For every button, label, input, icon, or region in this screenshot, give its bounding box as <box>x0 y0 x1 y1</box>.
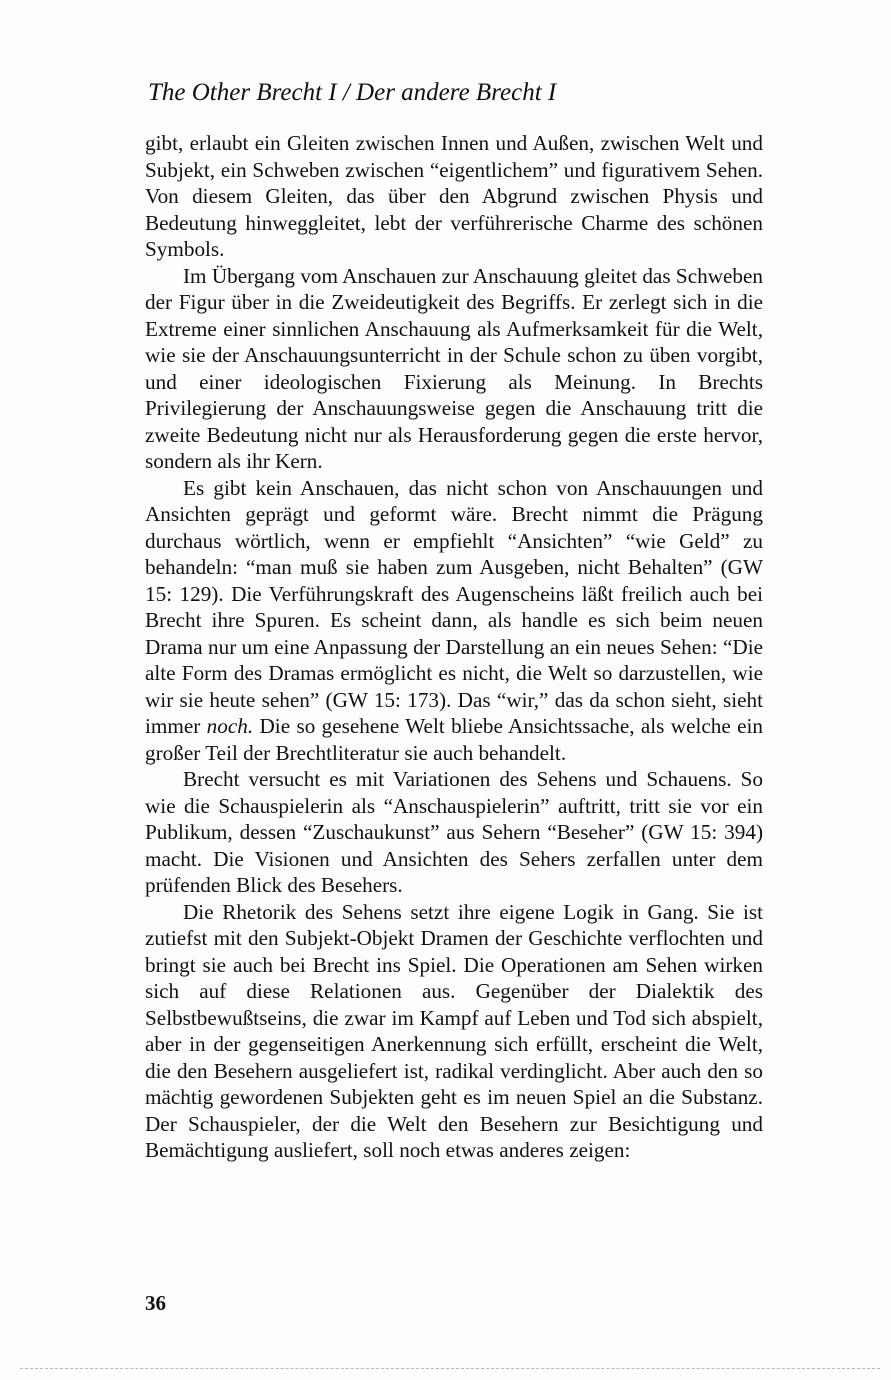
paragraph-3 <box>145 475 763 767</box>
paragraph-3-text-after: Die so gesehene Welt bliebe Ansichtssache, als welche ein großer Teil der Brechtliteratur sie auch behandelt. <box>145 714 764 765</box>
scan-edge-divider <box>20 1368 880 1369</box>
body-text <box>145 130 763 1164</box>
paragraph-3-text-before: Es gibt kein Anschauen, das nicht schon von Anschauungen und Ansichten geprägt und geformt wäre. Brecht nimmt die Prägung durchaus wörtlich, wenn er empfiehlt “Ansichten” “wie Geld” zu behandeln: “man muß sie haben zum Ausgeben, nicht Behalten” (GW 15: 129). Die Verführungskraft des Augenscheins läßt freilich auch bei Brecht ihre Spuren. Es scheint dann, als handle es sich beim neuen Drama nur um eine Anpassung der Darstellung an ein neues Sehen: “Die alte Form des Dramas ermöglicht es nicht, die Welt so darzustellen, wie wir sie heute sehen” (GW 15: 173). Das “wir,” das da schon sieht, sieht immer <box>145 475 763 738</box>
paragraph-1: gibt, erlaubt ein Gleiten zwischen Innen und Außen, zwischen Welt und Subjekt, ein Schweben zwischen “eigentlichem” und figurativem Sehen. Von diesem Gleiten, das über den Abgrund zwischen Physis und Bedeutung hinweggleitet, lebt der verführerische Charme des schönen Symbols. <box>145 131 763 261</box>
page-number: 36 <box>145 1291 166 1315</box>
running-head: The Other Brecht I / Der andere Brecht I <box>148 79 557 106</box>
paragraph-4: Brecht versucht es mit Variationen des Sehens und Schauens. So wie die Schauspielerin als “Anschauspielerin” auftritt, tritt sie vor ein Publikum, dessen “Zuschaukunst” aus Sehern “Beseher” (GW 15: 394) macht. Die Visionen und Ansichten des Sehers zerfallen unter dem prüfenden Blick des Besehers. <box>145 767 763 897</box>
emphasis-noch: noch. <box>206 714 254 738</box>
paragraph-2: Im Übergang vom Anschauen zur Anschauung gleitet das Schweben der Figur über in die Zweideutigkeit des Begriffs. Er zerlegt sich in die Extreme einer sinnlichen Anschauung als Aufmerksamkeit für die Welt, wie sie der Anschauungsunterricht in der Schule schon zu üben vorgibt, und einer ideologischen Fixierung als Meinung. In Brechts Privilegierung der Anschauungsweise gegen die Anschauung tritt die zweite Bedeutung nicht nur als Herausforderung gegen die erste hervor, sondern als ihr Kern. <box>145 263 763 473</box>
paragraph-5: Die Rhetorik des Sehens setzt ihre eigene Logik in Gang. Sie ist zutiefst mit den Subjekt-Objekt Dramen der Geschichte verflochten und bringt sie auch bei Brecht ins Spiel. Die Operationen am Sehen wirken sich auf diese Relationen aus. Gegenüber der Dialektik des Selbstbewußtseins, die zwar im Kampf auf Leben und Tod sich abspielt, aber in der gegenseitigen Anerkennung sich erfüllt, erscheint die Welt, die den Besehern ausgeliefert ist, radikal verdinglicht. Aber auch den so mächtig gewordenen Subjekten geht es im neuen Spiel an die Substanz. Der Schauspieler, der die Welt den Besehern zur Besichtigung und Bemächtigung ausliefert, soll noch etwas anderes zeigen: <box>145 899 763 1162</box>
